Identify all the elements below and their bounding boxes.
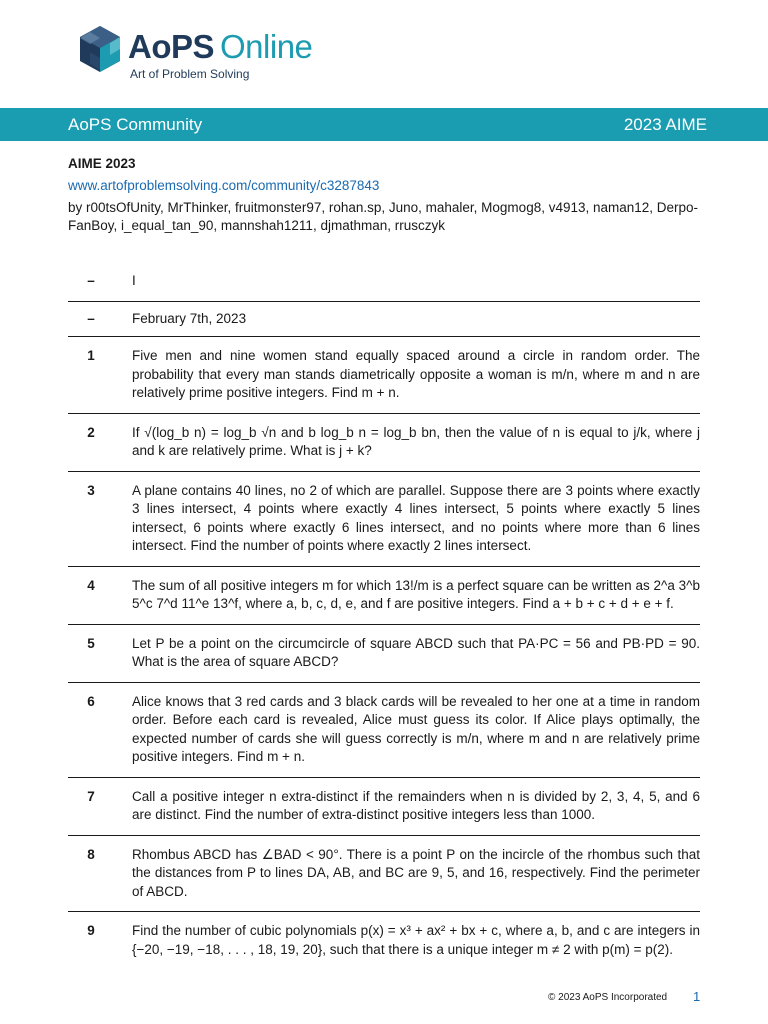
problem-text: Rhombus ABCD has ∠BAD < 90°. There is a point P on the incircle of the rhombus such that the distances from P to lines DA, AB, and BC are 9, 5, and 16, respectively. Find the perimeter of ABCD.	[132, 846, 700, 899]
problem-number: 7	[87, 788, 95, 804]
table-row	[68, 337, 700, 414]
problem-text: Let P be a point on the circumcircle of square ABCD such that PA·PC = 56 and PB·PD = 90. What is the area of square ABCD?	[132, 635, 700, 669]
problem-text: A plane contains 40 lines, no 2 of which are parallel. Suppose there are 3 points where exactly 3 lines intersect, 4 points where exactly 4 lines intersect, 5 points where exactly 5 lines intersect, 6 points where exactly 6 lines intersect, and no points where more than 6 lines intersect. Find the number of points where exactly 2 lines intersect.	[132, 482, 700, 553]
problem-text: Call a positive integer n extra-distinct if the remainders when n is divided by 2, 3, 4, 5, and 6 are distinct. Find the number of extra-distinct positive integers less than 1000.	[132, 788, 700, 822]
logo-brand-primary: AoPS	[128, 28, 215, 65]
cube-logo-icon	[78, 24, 122, 74]
row-label: –	[87, 310, 95, 326]
page-number: 1	[693, 989, 701, 1004]
table-row	[68, 302, 700, 338]
problem-number: 9	[87, 923, 95, 938]
problem-number: 8	[87, 846, 95, 862]
row-text: February 7th, 2023	[132, 310, 247, 326]
aops-logo[interactable]	[78, 22, 338, 82]
problem-number: 1	[87, 348, 95, 363]
table-row	[68, 567, 700, 625]
problem-text: Five men and nine women stand equally spaced around a circle in random order. The probability that every man stands diametrically opposite a woman is m/n, where m and n are relatively prime positive integers. Find m + n.	[132, 348, 700, 400]
table-row	[68, 836, 700, 913]
problem-text: Alice knows that 3 red cards and 3 black cards will be revealed to her one at a time in random order. Before each card is revealed, Alice must guess its color. If Alice plays optimally, the expected number of cards she will guess correctly is m/n, where m and n are relatively prime positive integers. Find m + n.	[132, 693, 700, 764]
footer-copyright: © 2023 AoPS Incorporated	[548, 992, 668, 1003]
table-row	[68, 414, 700, 472]
row-label: –	[87, 273, 95, 288]
problem-list	[68, 268, 700, 969]
table-row	[68, 268, 700, 302]
authors-line: by r00tsOfUnity, MrThinker, fruitmonster97, rohan.sp, Juno, mahaler, Mogmog8, v4913, naman12, Derpo-FanBoy, i_equal_tan_90, mannshah1211, djmathman, rrusczyk	[68, 200, 699, 233]
banner-community-title: AoPS Community	[68, 115, 203, 134]
table-row	[68, 912, 700, 969]
table-row	[68, 683, 700, 778]
problem-text: If √(log_b n) = log_b √n and b log_b n = log_b bn, then the value of n is equal to j/k, where j and k are relatively prime. What is j + k?	[132, 424, 700, 458]
table-row	[68, 625, 700, 683]
problem-number: 4	[87, 577, 95, 593]
logo-brand-secondary: Online	[220, 28, 313, 65]
document-title: AIME 2023	[68, 156, 136, 171]
row-text: I	[132, 273, 136, 288]
table-row	[68, 778, 700, 836]
document-meta	[68, 156, 704, 235]
logo-tagline: Art of Problem Solving	[130, 67, 250, 81]
problem-number: 5	[87, 635, 95, 651]
logo-wordmark	[128, 28, 312, 66]
problem-text: Find the number of cubic polynomials p(x) = x³ + ax² + bx + c, where a, b, and c are integers in {−20, −19, −18, . . . , 18, 19, 20}, such that there is a unique integer m ≠ 2 with p(m) = p(2).	[132, 923, 700, 957]
community-link[interactable]: www.artofproblemsolving.com/community/c3287843	[68, 178, 380, 193]
problem-number: 6	[87, 693, 95, 709]
table-row	[68, 472, 700, 567]
problem-number: 3	[87, 482, 95, 498]
problem-number: 2	[87, 424, 95, 440]
banner-contest-title: 2023 AIME	[623, 115, 707, 134]
header-banner	[0, 108, 768, 141]
problem-text: The sum of all positive integers m for which 13!/m is a perfect square can be written as 2^a 3^b 5^c 7^d 11^e 13^f, where a, b, c, d, e, and f are positive integers. Find a + b + c + d + e + f.	[132, 577, 700, 611]
